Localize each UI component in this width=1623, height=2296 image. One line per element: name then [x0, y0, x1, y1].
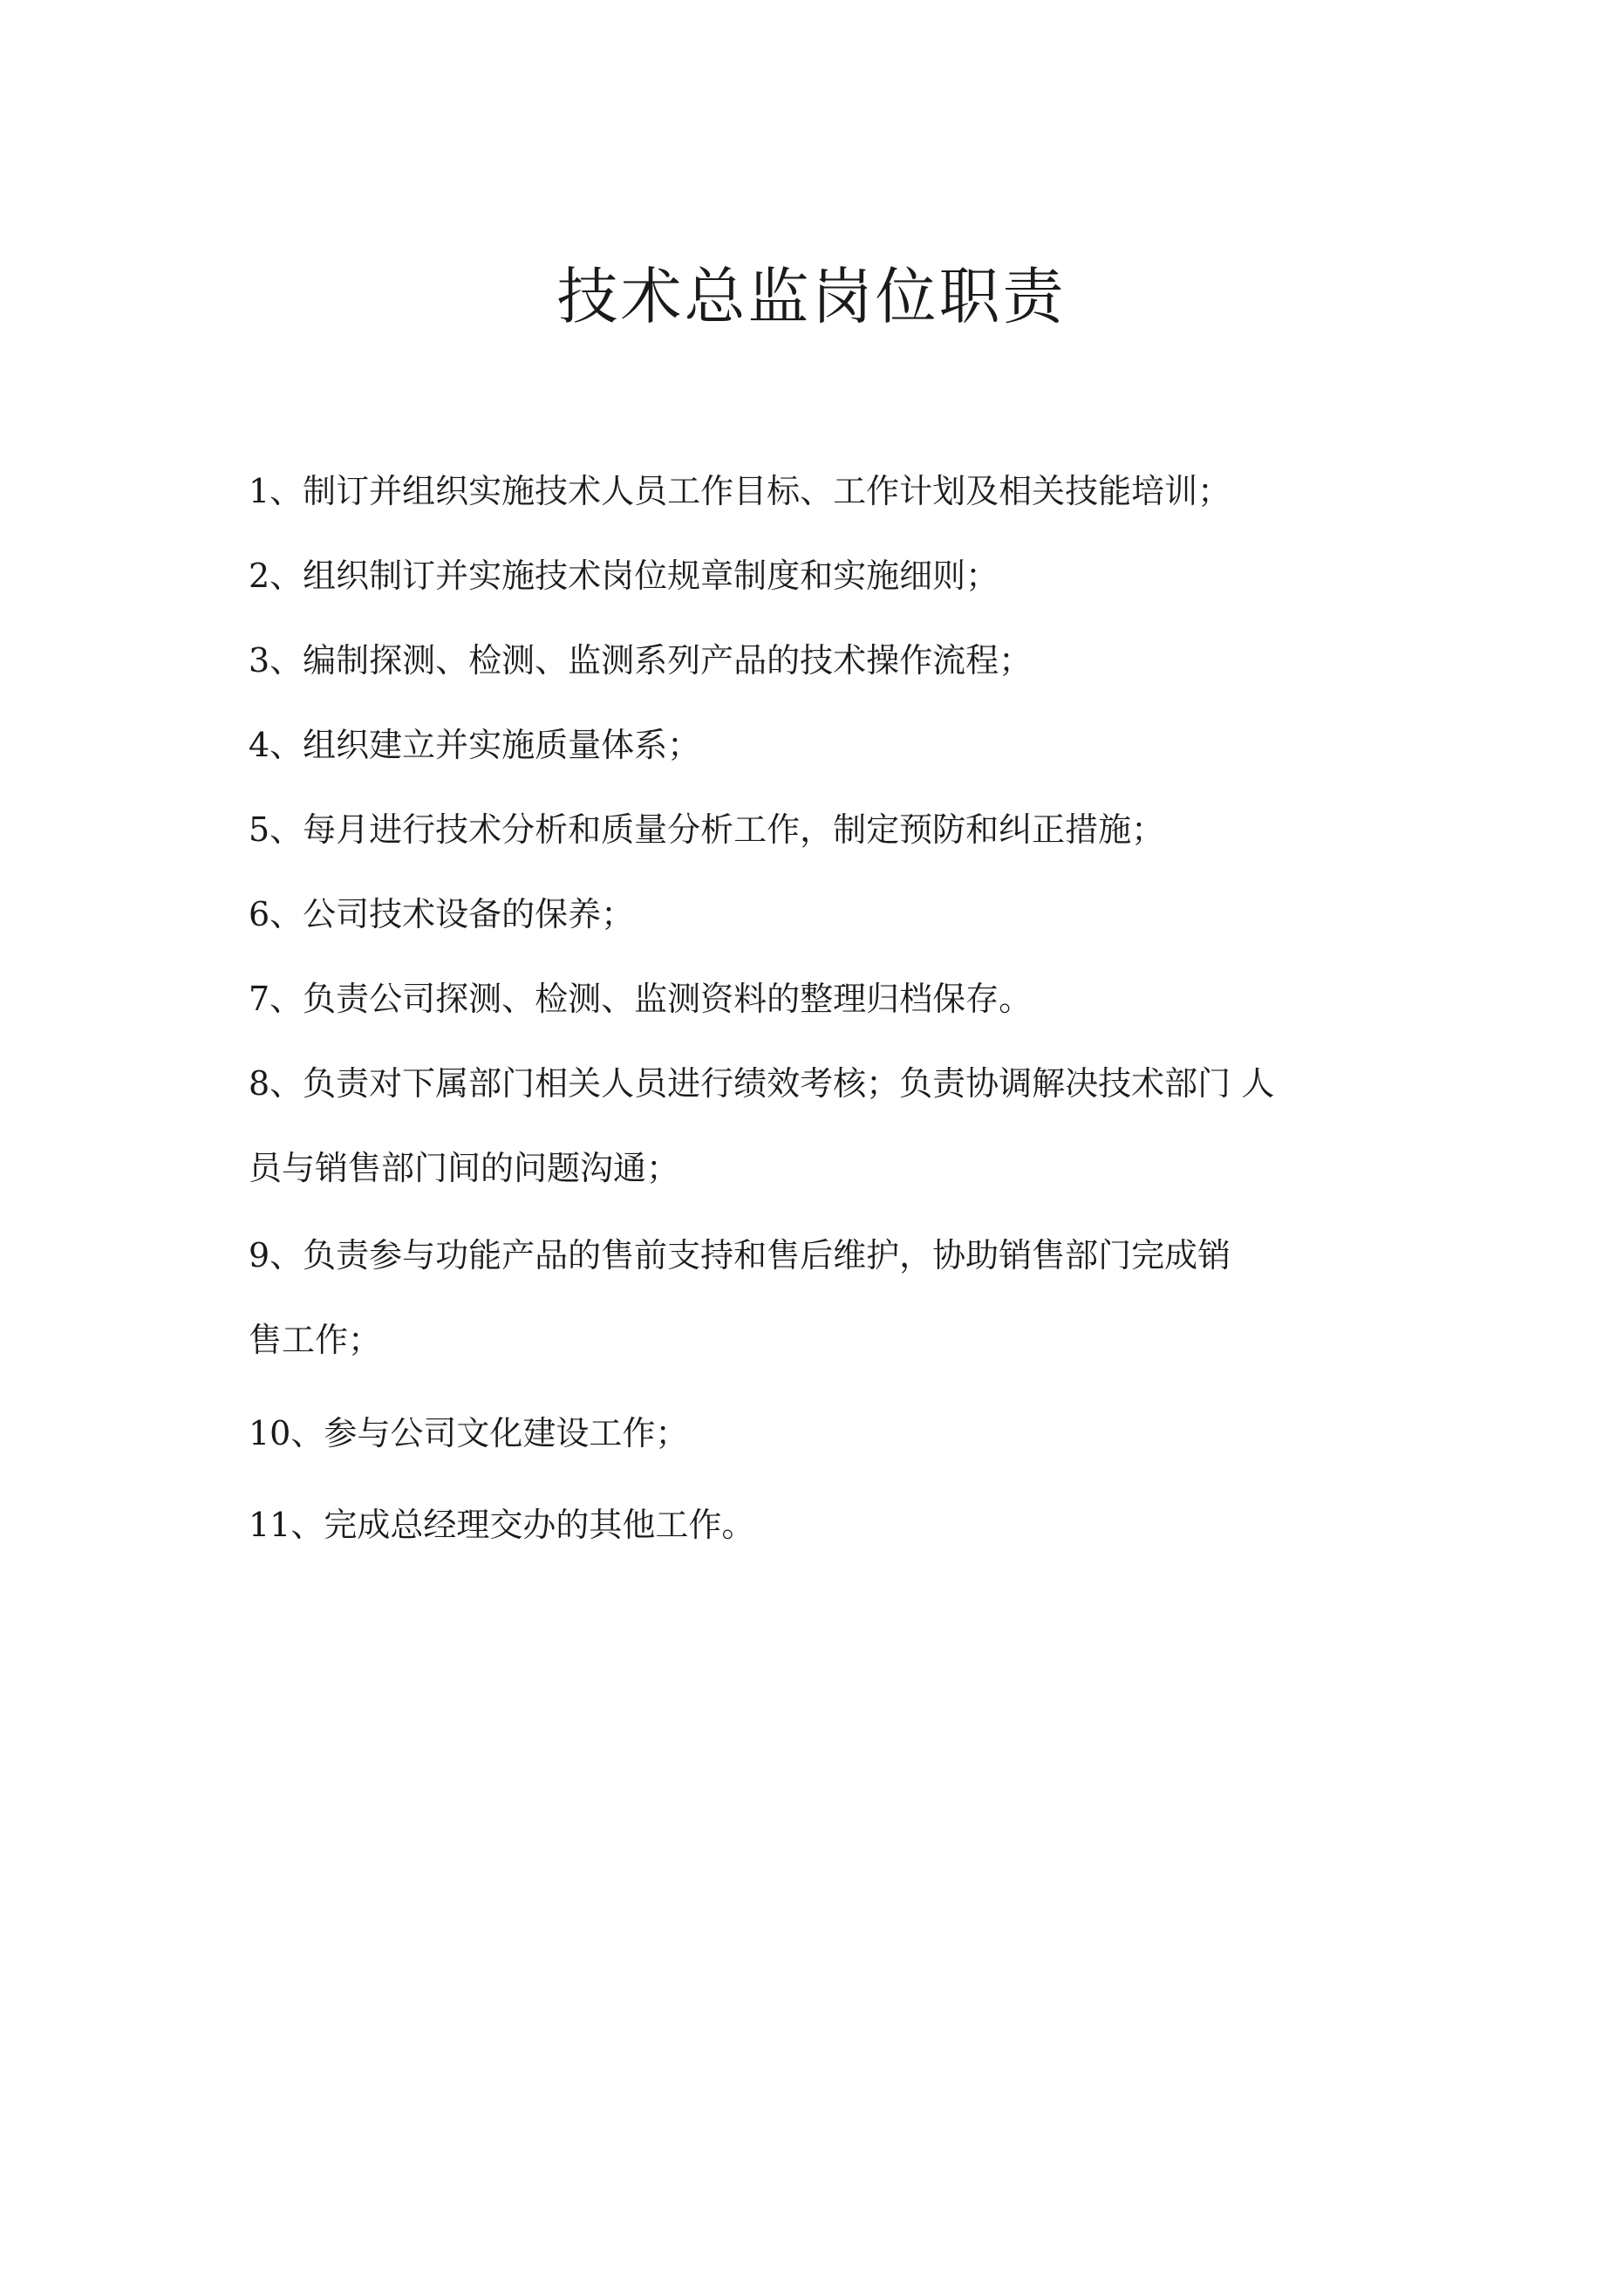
duty-item-8-line-2: 员与销售部门间的问题沟通； [249, 1149, 680, 1187]
duty-item-7: 7、负责公司探测、检测、监测资料的整理归档保存。 [249, 980, 1033, 1018]
document-title: 技术总监岗位职责 [556, 261, 1067, 332]
duty-item-4: 4、组织建立并实施质量体系； [249, 726, 701, 764]
duty-item-10: 10、参与公司文化建设工作； [249, 1414, 689, 1452]
duty-item-9-line-2: 售工作； [249, 1321, 382, 1359]
duty-item-1: 1、制订并组织实施技术人员工作目标、工作计划及相关技能培训； [249, 472, 1231, 510]
duty-item-3: 3、编制探测、检测、监测系列产品的技术操作流程； [249, 641, 1033, 680]
duty-item-6: 6、公司技术设备的保养； [249, 895, 635, 933]
duty-item-5: 5、每月进行技术分析和质量分析工作，制定预防和纠正措施； [249, 810, 1165, 849]
duty-item-2: 2、组织制订并实施技术岗位规章制度和实施细则； [249, 557, 999, 595]
duty-item-8-line-1: 8、负责对下属部门相关人员进行绩效考核；负责协调解决技术部门 人 [249, 1064, 1275, 1103]
duty-item-9 [249, 1213, 1400, 1383]
duty-item-8 [249, 1042, 1400, 1211]
duty-item-9-line-1: 9、负责参与功能产品的售前支持和售后维护，协助销售部门完成销 [249, 1236, 1231, 1274]
duty-item-11: 11、完成总经理交办的其他工作。 [249, 1506, 755, 1544]
